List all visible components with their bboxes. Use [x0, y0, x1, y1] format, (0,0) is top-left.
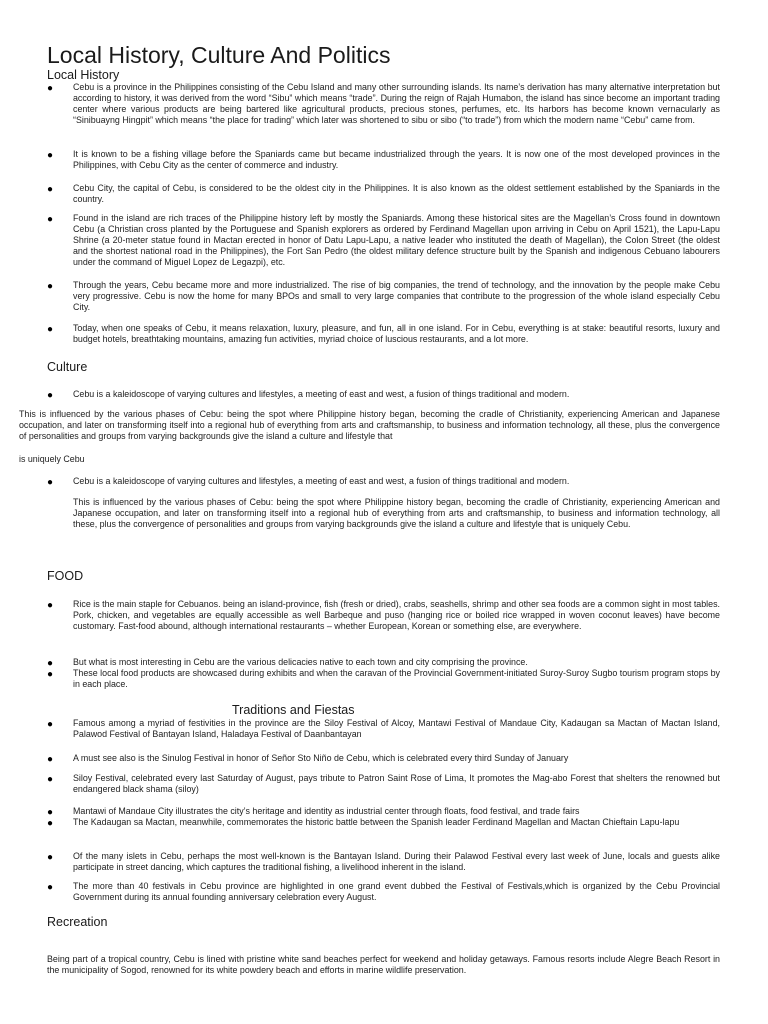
bullet-icon: ● [47, 754, 54, 765]
bullet-icon: ● [47, 184, 54, 195]
bullet-icon: ● [47, 882, 54, 893]
culture-bullet-2: Cebu is a kaleidoscope of varying cultures and lifestyles, a meeting of east and west, a fusion of things traditional and modern. [73, 476, 570, 486]
culture-paragraph-2: This is influenced by the various phases of Cebu: being the spot where Philippine history began, becoming the cradle of Christianity, experiencing American and Japanese occupation, and later on transforming itself into a regional hub of everything from arts and craftsmanship, to business and information technology, all these, plus the convergence of personalities and groups from varying backgrounds give the island a culture and lifestyle that is uniquely Cebu. [73, 497, 720, 529]
food-paragraph-1: Rice is the main staple for Cebuanos. being an island-province, fish (fresh or dried), crabs, seashells, shrimp and other sea foods are a common sight in most tables. Pork, chicken, and vegetables are equally accessible as well Barbeque and puso (hanging rice or boiled rice wrapped in woven coconut leaves) have become customary. Fast-food abound, although international restaurants – whether European, Korean or something else, are everywhere. [73, 599, 720, 631]
section-heading-recreation: Recreation [47, 915, 108, 929]
bullet-icon: ● [47, 774, 54, 785]
history-paragraph-6: Today, when one speaks of Cebu, it means relaxation, luxury, pleasure, and fun, all in one island. For in Cebu, everything is at stake: beautiful resorts, luxury and budget hotels, breathtaking mountains, amazing fun activities, myriad choice of luscious restaurants, and a lot more. [73, 323, 720, 344]
bullet-icon: ● [47, 390, 54, 401]
food-paragraph-2: But what is most interesting in Cebu are the various delicacies native to each town and city comprising the province. [73, 657, 528, 667]
history-paragraph-2: It is known to be a fishing village before the Spaniards came but became industrialized through the years. It is now one of the most developed provinces in the Philippines, with Cebu City as the center of commerce and industry. [73, 149, 720, 170]
bullet-icon: ● [47, 214, 54, 225]
history-paragraph-4: Found in the island are rich traces of the Philippine history left by mostly the Spaniards. Among these historical sites are the Magellan’s Cross found in downtown Cebu (a Christian cross planted by the Portuguese and Spanish explorers as ordered by Ferdinand Magellan upon arriving in Cebu on April 1521), the Lapu-Lapu Shrine (a 20-meter statue found in Mactan erected in honor of Datu Lapu-Lapu, a native leader who instituted the death of Magellan), the Colon Street (the oldest and the shortest national road in the Philippines), the Fort San Pedro (the oldest military defence structure built by the Spanish and indigenous Cebuano labourers under the command of Miguel Lopez de Legazpi), etc. [73, 213, 720, 267]
section-heading-food: FOOD [47, 569, 84, 583]
bullet-icon: ● [47, 658, 54, 669]
tradition-paragraph-6: Of the many islets in Cebu, perhaps the most well-known is the Bantayan Island. During their Palawod Festival every last week of June, locals and guests alike participate in street dancing, which captures the traditional fishing, a livelihood inherent in the island. [73, 851, 720, 872]
bullet-icon: ● [47, 281, 54, 292]
bullet-icon: ● [47, 807, 54, 818]
page-title: Local History, Culture And Politics [47, 42, 391, 68]
culture-paragraph-1-tail: is uniquely Cebu [19, 454, 85, 464]
bullet-icon: ● [47, 477, 54, 488]
bullet-icon: ● [47, 818, 54, 829]
tradition-paragraph-1: Famous among a myriad of festivities in the province are the Siloy Festival of Alcoy, Mantawi Festival of Mandaue City, Kadaugan sa Mactan of Mactan Island, Palawod Festival of Bantayan Island, Haladaya Festival of Daanbantayan [73, 718, 720, 739]
section-heading-culture: Culture [47, 360, 88, 374]
section-heading-local-history: Local History [47, 68, 120, 82]
bullet-icon: ● [47, 150, 54, 161]
bullet-icon: ● [47, 83, 54, 94]
tradition-paragraph-5: The Kadaugan sa Mactan, meanwhile, commemorates the historic battle between the Spanish leader Ferdinand Magellan and Mactan Chieftain Lapu-lapu [73, 817, 680, 827]
recreation-paragraph: Being part of a tropical country, Cebu is lined with pristine white sand beaches perfect for weekend and holiday getaways. Famous resorts include Alegre Beach Resort in the municipality of Sogod, renowned for its white powdery beach and efforts in marine wildlife preservation. [47, 954, 720, 975]
history-paragraph-3: Cebu City, the capital of Cebu, is considered to be the oldest city in the Philippines. It is also known as the oldest settlement established by the Spaniards in the country. [73, 183, 720, 204]
tradition-paragraph-3: Siloy Festival, celebrated every last Saturday of August, pays tribute to Patron Saint Rose of Lima, It promotes the Mag-abo Forest that shelters the renowned but endangered black shama (siloy) [73, 773, 720, 794]
tradition-paragraph-2: A must see also is the Sinulog Festival in honor of Señor Sto Niño de Cebu, which is celebrated every third Sunday of January [73, 753, 569, 763]
bullet-icon: ● [47, 852, 54, 863]
tradition-paragraph-4: Mantawi of Mandaue City illustrates the city’s heritage and identity as industrial center through floats, food festival, and trade fairs [73, 806, 580, 816]
bullet-icon: ● [47, 719, 54, 730]
culture-paragraph-1: This is influenced by the various phases of Cebu: being the spot where Philippine history began, becoming the cradle of Christianity, experiencing American and Japanese occupation, and later on transforming itself into a regional hub of everything from arts and craftsmanship, to business and information technology, all these, plus the convergence of personalities and groups from varying backgrounds give the island a culture and lifestyle that [19, 409, 720, 441]
history-paragraph-5: Through the years, Cebu became more and more industrialized. The rise of big companies, the trend of technology, and the innovation by the people make Cebu very progressive. Cebu is now the home for many BPOs and small to very large companies that contribute to the progression of the whole island especially Cebu City. [73, 280, 720, 312]
bullet-icon: ● [47, 600, 54, 611]
section-heading-traditions: Traditions and Fiestas [232, 703, 355, 717]
bullet-icon: ● [47, 669, 54, 680]
food-paragraph-3: These local food products are showcased during exhibits and when the caravan of the Provincial Government-initiated Suroy-Suroy Sugbo tourism program stops by in each place. [73, 668, 720, 689]
culture-bullet-1: Cebu is a kaleidoscope of varying cultures and lifestyles, a meeting of east and west, a fusion of things traditional and modern. [73, 389, 570, 399]
history-paragraph-1: Cebu is a province in the Philippines consisting of the Cebu Island and many other surrounding islands. Its name’s derivation has many alternative interpretation but according to history, it was derived from the word “Sibu” which means “trade”. During the reign of Rajah Humabon, the island has since become an important trading center where various products are being bartered like agricultural products, precious stones, perfumes, etc. Its harbors has become known vernacularly as “Sinibuayng Hingpit” which means “the place for trading” which later was shortened to sibu or sibo (“to trade”) from which the modern name “Cebu” came from. [73, 82, 720, 125]
tradition-paragraph-7: The more than 40 festivals in Cebu province are highlighted in one grand event dubbed the Festival of Festivals,which is organized by the Cebu Provincial Government during its annual founding anniversary celebration every August. [73, 881, 720, 902]
bullet-icon: ● [47, 324, 54, 335]
